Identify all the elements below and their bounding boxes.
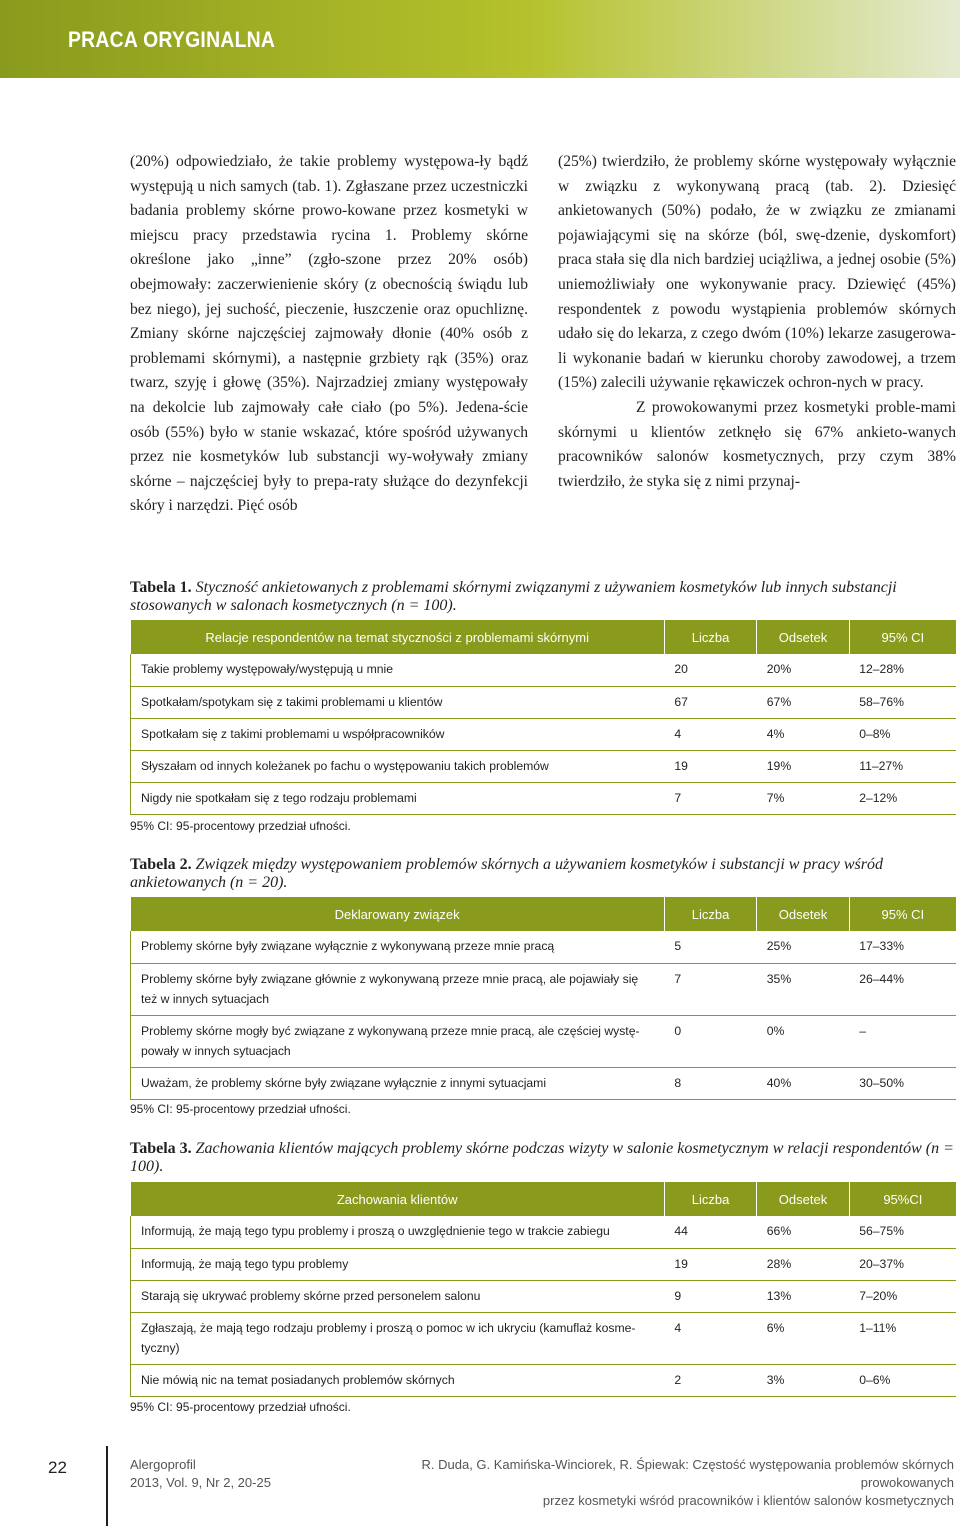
table-caption-text: Zachowania klientów mających problemy skórne podczas wizyty w salonie kosmetycznym w relacji respondentów (n = 100). — [130, 1140, 954, 1175]
table-cell: 17–33% — [849, 931, 956, 963]
table-cell: 9 — [664, 1280, 756, 1312]
table-cell: Takie problemy występowały/występują u mnie — [131, 654, 665, 686]
column-header: Odsetek — [757, 897, 849, 931]
table-cell: Spotkałam się z takimi problemami u współpracowników — [131, 718, 665, 750]
table-cell: 19 — [664, 750, 756, 782]
table-caption-text: Związek między występowaniem problemów skórnych a używaniem kosmetyków i substancji w pracy wśród ankietowanych (n = 20). — [130, 856, 883, 891]
table-cell: Informują, że mają tego typu problemy — [131, 1248, 665, 1280]
table-cell: 44 — [664, 1216, 756, 1248]
table-cell: Problemy skórne były związane wyłącznie z wykonywaną przeze mnie pracą — [131, 931, 665, 963]
table-cell: 0–8% — [849, 718, 956, 750]
table-2 — [130, 897, 956, 1100]
paragraph: Z prowokowanymi przez kosmetyki proble-mami skórnymi u klientów zetknęło się 67% ankieto-wanych pracowników salonów kosmetycznych, przy czym 38% twierdziło, że styka się z nimi przynaj- — [558, 398, 956, 490]
column-header: 95%CI — [849, 1182, 956, 1216]
table-cell: 7–20% — [849, 1280, 956, 1312]
table-row — [131, 1067, 957, 1099]
table-row — [131, 931, 957, 963]
column-header: Liczba — [664, 897, 756, 931]
table-cell: 7 — [664, 782, 756, 814]
table-row — [131, 1312, 957, 1364]
table-row — [131, 654, 957, 686]
table-cell: 1–11% — [849, 1312, 956, 1364]
column-header: Liczba — [664, 1182, 756, 1216]
table-caption-text: Styczność ankietowanych z problemami skórnymi związanymi z używaniem kosmetyków lub innych substancji stosowanych w salonach kosmetycznych (n = 100). — [130, 579, 897, 614]
column-header: Deklarowany związek — [131, 897, 665, 931]
body-column-right — [558, 150, 956, 494]
journal-info — [130, 1456, 271, 1492]
table-row — [131, 718, 957, 750]
table-caption — [130, 1140, 956, 1176]
table-cell: 28% — [757, 1248, 849, 1280]
table-3 — [130, 1182, 956, 1397]
table-note: 95% CI: 95-procentowy przedział ufności. — [130, 1400, 351, 1414]
body-column-left — [130, 150, 528, 519]
table-cell: 4 — [664, 718, 756, 750]
column-header: Zachowania klientów — [131, 1182, 665, 1216]
table-cell: 5 — [664, 931, 756, 963]
table-cell: Spotkałam/spotykam się z takimi problemami u klientów — [131, 686, 665, 718]
paragraph: (25%) twierdziło, że problemy skórne występowały wyłącznie w związku z wykonywaną pracą (tab. 2). Dziesięć ankietowanych (50%) podało, że w związku ze zmianami pojawiającymi się na skórze (ból, swę-dzenie, dyskomfort) praca stała się dla nich bardziej uciążliwa, a jednej osobie (5%) uniemożliwiały one wykonywanie pracy. Dziewięć (45%) respondentek z powodu wystąpienia problemów skórnych udało się do lekarza, z czego dwóm (10%) lekarze zasugerowa-li wykonanie badań w kierunku choroby zawodowej, a trzem (15%) zalecili używanie rękawiczek ochron-nych w pracy. — [558, 153, 956, 392]
table-1 — [130, 620, 956, 815]
table-note: 95% CI: 95-procentowy przedział ufności. — [130, 1102, 351, 1116]
table-cell: 66% — [757, 1216, 849, 1248]
table-cell: Informują, że mają tego typu problemy i proszą o uwzględnienie tego w trakcie zabiegu — [131, 1216, 665, 1248]
table-cell: Słyszałam od innych koleżanek po fachu o występowaniu takich problemów — [131, 750, 665, 782]
table-cell: 56–75% — [849, 1216, 956, 1248]
table-cell: 26–44% — [849, 963, 956, 1015]
table-cell: 7 — [664, 963, 756, 1015]
article-reference-line: R. Duda, G. Kamińska-Winciorek, R. Śpiewak: Częstość występowania problemów skórnych prowokowanych — [421, 1457, 954, 1490]
table-row — [131, 686, 957, 718]
table-row — [131, 782, 957, 814]
table-cell: Uważam, że problemy skórne były związane wyłącznie z innymi sytuacjami — [131, 1067, 665, 1099]
article-reference — [394, 1456, 954, 1510]
table-cell: 4% — [757, 718, 849, 750]
table-header-row — [131, 620, 957, 654]
table-cell: 25% — [757, 931, 849, 963]
column-header: Odsetek — [757, 1182, 849, 1216]
table-cell: 20% — [757, 654, 849, 686]
table-label: Tabela 3. — [130, 1140, 192, 1157]
table-cell: 20–37% — [849, 1248, 956, 1280]
journal-name: Alergoprofil — [130, 1457, 196, 1472]
table-row — [131, 1015, 957, 1067]
table-cell: 11–27% — [849, 750, 956, 782]
footer-divider — [106, 1446, 108, 1526]
table-label: Tabela 1. — [130, 579, 192, 596]
table-cell: 30–50% — [849, 1067, 956, 1099]
column-header: 95% CI — [849, 897, 956, 931]
table-cell: Starają się ukrywać problemy skórne przed personelem salonu — [131, 1280, 665, 1312]
table-cell: – — [849, 1015, 956, 1067]
table-cell: 8 — [664, 1067, 756, 1099]
page-number: 22 — [48, 1458, 67, 1477]
table-cell: 7% — [757, 782, 849, 814]
table-cell: 67 — [664, 686, 756, 718]
table-cell: Problemy skórne były związane głównie z wykonywaną przeze mnie pracą, ale pojawiały się też w innych sytuacjach — [131, 963, 665, 1015]
table-header-row — [131, 897, 957, 931]
journal-issue: 2013, Vol. 9, Nr 2, 20-25 — [130, 1475, 271, 1490]
table-cell: 20 — [664, 654, 756, 686]
article-reference-line: przez kosmetyki wśród pracowników i klientów salonów kosmetycznych — [542, 1493, 954, 1508]
table-row — [131, 1248, 957, 1280]
table-cell: 4 — [664, 1312, 756, 1364]
table-cell: 2–12% — [849, 782, 956, 814]
table-cell: 12–28% — [849, 654, 956, 686]
table-caption — [130, 856, 956, 892]
table-cell: 6% — [757, 1312, 849, 1364]
column-header: Odsetek — [757, 620, 849, 654]
table-row — [131, 750, 957, 782]
table-cell: 0 — [664, 1015, 756, 1067]
table-caption — [130, 579, 956, 615]
table-cell: 2 — [664, 1364, 756, 1396]
column-header: Relacje respondentów na temat styczności z problemami skórnymi — [131, 620, 665, 654]
table-cell: 19% — [757, 750, 849, 782]
table-row — [131, 1364, 957, 1396]
table-cell: Zgłaszają, że mają tego rodzaju problemy i proszą o pomoc w ich ukryciu (kamuflaż kosme-tyczny) — [131, 1312, 665, 1364]
table-cell: Problemy skórne mogły być związane z wykonywaną przeze mnie pracą, ale częściej wystę-powały w innych sytuacjach — [131, 1015, 665, 1067]
table-row — [131, 963, 957, 1015]
table-cell: 0% — [757, 1015, 849, 1067]
section-title: PRACA ORYGINALNA — [68, 27, 276, 52]
table-cell: 35% — [757, 963, 849, 1015]
table-header-row — [131, 1182, 957, 1216]
table-cell: 3% — [757, 1364, 849, 1396]
table-note: 95% CI: 95-procentowy przedział ufności. — [130, 819, 351, 833]
column-header: Liczba — [664, 620, 756, 654]
table-cell: 58–76% — [849, 686, 956, 718]
table-cell: 67% — [757, 686, 849, 718]
table-cell: 0–6% — [849, 1364, 956, 1396]
table-cell: Nigdy nie spotkałam się z tego rodzaju problemami — [131, 782, 665, 814]
table-row — [131, 1280, 957, 1312]
table-cell: 19 — [664, 1248, 756, 1280]
column-header: 95% CI — [849, 620, 956, 654]
table-row — [131, 1216, 957, 1248]
table-cell: Nie mówią nic na temat posiadanych problemów skórnych — [131, 1364, 665, 1396]
table-cell: 13% — [757, 1280, 849, 1312]
table-label: Tabela 2. — [130, 856, 192, 873]
paragraph: (20%) odpowiedziało, że takie problemy występowa-ły bądź występują u nich samych (tab. 1). Zgłaszane przez uczestniczki badania problemy skórne prowo-kowane przez kosmetyki w miejscu pracy przedstawia rycina 1. Problemy skórne określone jako „inne” (zgło-szone przez 20% osób) obejmowały: zaczerwienienie skóry (z obecnością świądu lub bez niego), jej suchość, pieczenie, łuszczenie oraz opuchliznę. Zmiany skórne najczęściej zajmowały dłonie (40% osób z problemami skórnymi), a następnie grzbiety rąk (35%) oraz twarz, szyję i głowę (35%). Najrzadziej zmiany występowały na dekolcie lub zajmowały całe ciało (po 5%). Jedena-ście osób (55%) było w stanie wskazać, które spośród używanych przez nie kosmetyków lub substancji wy-woływały zmiany skórne – najczęściej były to prepa-raty służące do dezynfekcji skóry i narzędzi. Pięć osób — [130, 153, 528, 515]
table-cell: 40% — [757, 1067, 849, 1099]
